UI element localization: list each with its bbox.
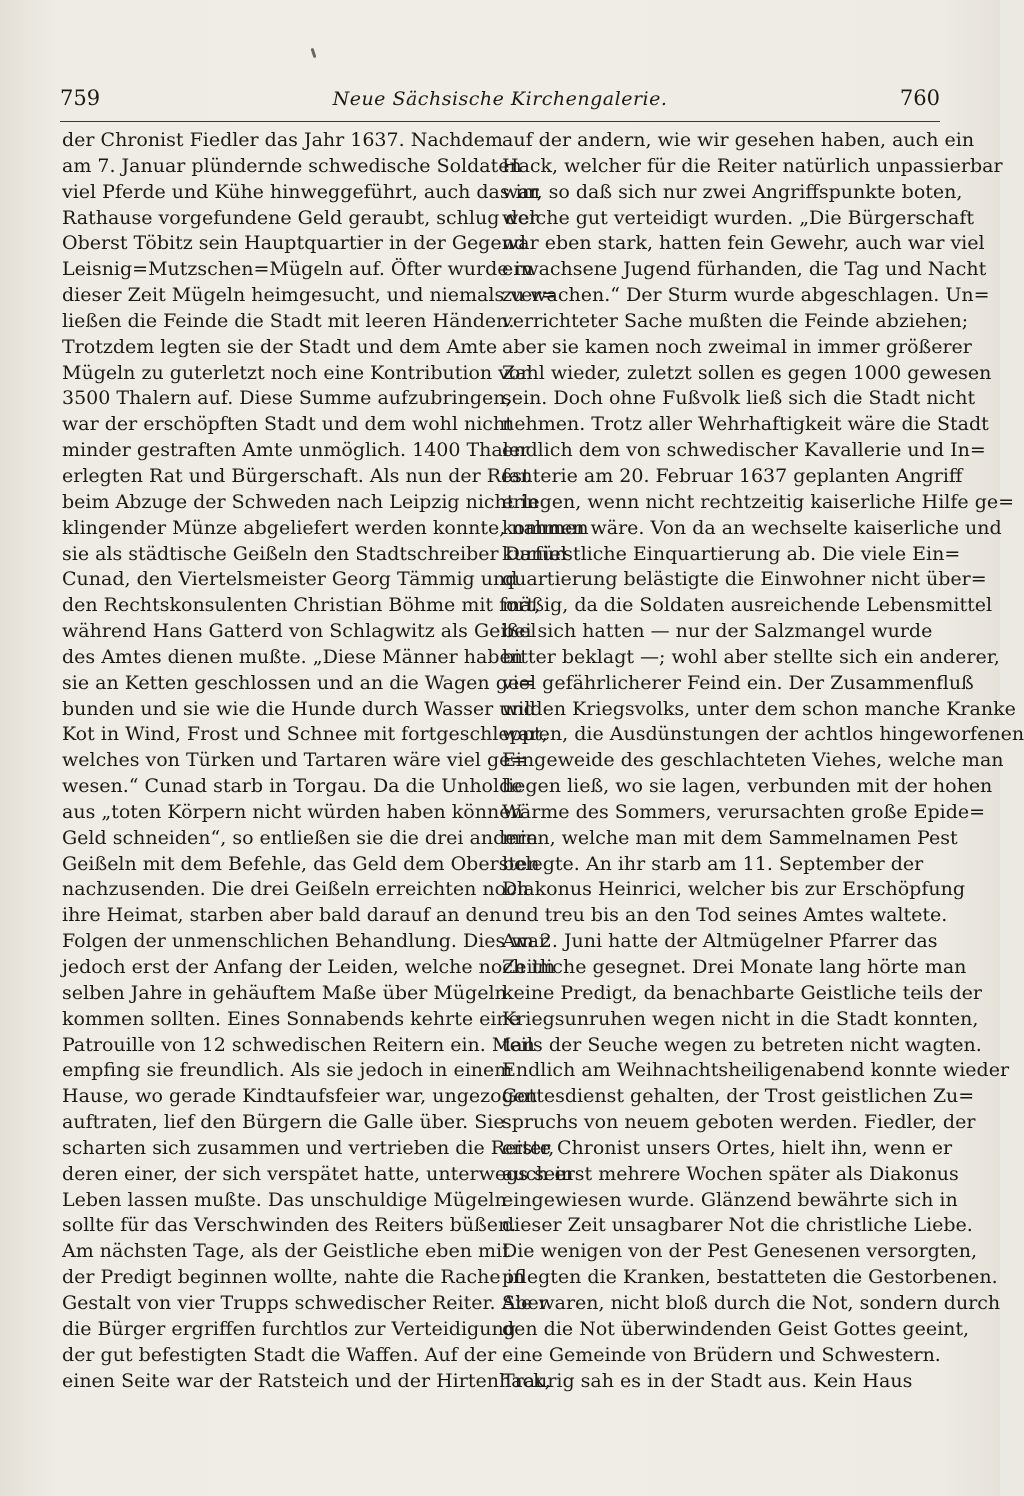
text-line: Wärme des Sommers, verursachten große Epide= (502, 800, 986, 823)
running-title: Neue Sächsische Kirchengalerie. (332, 88, 668, 110)
text-line: der Chronist Fiedler das Jahr 1637. Nachdem (62, 129, 503, 151)
text-line: welches von Türken und Tartaren wäre viel ge= (62, 749, 527, 772)
text-line: und treu bis an den Tod seines Amtes waltete. (502, 904, 948, 927)
text-line: Sie waren, nicht bloß durch die Not, sondern durch (502, 1291, 1001, 1314)
text-line: verrichteter Sache mußten die Feinde abziehen; (502, 309, 969, 332)
right-text-column (502, 128, 1024, 1394)
text-line: am 7. Januar plündernde schwedische Soldaten (62, 154, 522, 177)
page-number-left: 759 (60, 86, 101, 110)
page-header (60, 86, 940, 122)
text-line: Zeitliche gesegnet. Drei Monate lang hörte man (502, 956, 967, 978)
text-line: Kriegsunruhen wegen nicht in die Stadt konnten, (502, 1007, 979, 1030)
text-line: bei sich hatten — nur der Salzmangel wurde (502, 620, 933, 643)
text-line: aber sie kamen noch zweimal in immer größerer (502, 335, 972, 358)
text-line: minder gestraften Amte unmöglich. 1400 Thaler (62, 439, 530, 462)
text-line: dieser Zeit Mügeln heimgesucht, und niemals ver= (62, 284, 558, 307)
text-line: klingender Münze abgeliefert werden konnte, nahmen (62, 516, 589, 539)
text-line: viel gefährlicherer Feind ein. Der Zusammenfluß (502, 671, 974, 694)
text-line: wilden Kriegsvolks, unter dem schon manche Kranke (502, 697, 1016, 720)
text-line: beim Abzuge der Schweden nach Leipzig nicht in (62, 490, 539, 513)
text-line: war, so daß sich nur zwei Angriffspunkte boten, (502, 180, 963, 203)
text-line: Leisnig=Mutzschen=Mügeln auf. Öfter wurde in (62, 258, 533, 281)
text-line: Leben lassen mußte. Das unschuldige Mügeln (62, 1188, 507, 1211)
text-line: quartierung belästigte die Einwohner nicht über= (502, 568, 987, 591)
text-line: sie als städtische Geißeln den Stadtschreiber Daniel (62, 542, 567, 565)
text-line: Gestalt von vier Trupps schwedischer Reiter. Aber (62, 1291, 548, 1314)
text-line: Die wenigen von der Pest Genesenen versorgten, (502, 1240, 977, 1263)
text-line: Trotzdem legten sie der Stadt und dem Amte (62, 335, 498, 358)
text-line: Hause, wo gerade Kindtaufsfeier war, ungezogen (62, 1085, 538, 1108)
text-line: kommen sollten. Eines Sonnabends kehrte eine (62, 1007, 520, 1030)
text-line: mien, welche man mit dem Sammelnamen Pest (502, 826, 958, 849)
text-line: bitter beklagt —; wohl aber stellte sich ein anderer, (502, 645, 1000, 668)
text-line: jedoch erst der Anfang der Leiden, welche noch im (62, 956, 556, 978)
text-line: mäßig, da die Soldaten ausreichende Lebensmittel (502, 594, 993, 617)
text-line: kurfürstliche Einquartierung ab. Die viele Ein= (502, 542, 961, 565)
text-line: auftraten, lief den Bürgern die Galle über. Sie (62, 1111, 505, 1134)
text-line: der Predigt beginnen wollte, nahte die Rache in (62, 1266, 525, 1289)
text-line: welche gut verteidigt wurden. „Die Bürgerschaft (502, 206, 975, 229)
text-line: nehmen. Trotz aller Wehrhaftigkeit wäre die Stadt (502, 413, 989, 436)
text-line: Hack, welcher für die Reiter natürlich unpassierbar (502, 154, 1003, 177)
text-line: Eingeweide des geschlachteten Viehes, welche man (502, 749, 1004, 772)
text-line: fanterie am 20. Februar 1637 geplanten Angriff (502, 464, 963, 487)
text-line: Rathause vorgefundene Geld geraubt, schlug der (62, 206, 538, 229)
text-line: war der erschöpften Stadt und dem wohl nicht (62, 413, 513, 436)
text-line: auch erst mehrere Wochen später als Diakonus (502, 1162, 959, 1185)
text-line: die Bürger ergriffen furchtlos zur Verteidigung (62, 1317, 516, 1340)
text-line: des Amtes dienen mußte. „Diese Männer haben (62, 645, 524, 668)
text-line: Geißeln mit dem Befehle, das Geld dem Obersten (62, 852, 540, 875)
text-line: sein. Doch ohne Fußvolk ließ sich die Stadt nicht (502, 387, 976, 410)
text-line: Zahl wieder, zuletzt sollen es gegen 1000 gewesen (502, 361, 992, 384)
text-line: nachzusenden. Die drei Geißeln erreichten noch (62, 878, 529, 901)
text-line: Gottesdienst gehalten, der Trost geistlichen Zu= (502, 1085, 975, 1108)
text-line: spruchs von neuem geboten werden. Fiedler, der (502, 1111, 976, 1134)
text-line: deren einer, der sich verspätet hatte, unterwegs sein (62, 1162, 574, 1185)
text-line: erste Chronist unsers Ortes, hielt ihn, wenn er (502, 1136, 953, 1159)
text-line: pflegten die Kranken, bestatteten die Gestorbenen. (502, 1266, 998, 1289)
text-line: Geld schneiden“, so entließen sie die drei andern (62, 826, 538, 849)
text-line: erlegen, wenn nicht rechtzeitig kaiserliche Hilfe ge= (502, 490, 1015, 513)
text-line: selben Jahre in gehäuftem Maße über Mügeln (62, 981, 507, 1004)
text-line: erlegten Rat und Bürgerschaft. Als nun der Rest (62, 464, 530, 487)
text-line: sie an Ketten geschlossen und an die Wagen ge= (62, 671, 536, 694)
paper-blemish (311, 48, 317, 58)
text-line: Kot in Wind, Frost und Schnee mit fortgeschleppt, (62, 723, 548, 746)
text-line: erwachsene Jugend fürhanden, die Tag und Nacht (502, 258, 987, 281)
page-number-right: 760 (899, 86, 940, 110)
text-line: teils der Seuche wegen zu betreten nicht wagten. (502, 1033, 982, 1056)
text-line: der gut befestigten Stadt die Waffen. Auf der (62, 1343, 497, 1366)
header-rule (60, 121, 940, 122)
text-line: Endlich am Weihnachtsheiligenabend konnte wieder (502, 1059, 1010, 1082)
text-line: keine Predigt, da benachbarte Geistliche teils der (502, 981, 982, 1004)
text-line: liegen ließ, wo sie lagen, verbunden mit der hohen (502, 775, 993, 798)
text-line: Am nächsten Tage, als der Geistliche eben mit (62, 1240, 510, 1263)
text-line: Diakonus Heinrici, welcher bis zur Erschöpfung (502, 878, 966, 901)
text-line: Cunad, den Viertelsmeister Georg Tämmig und (62, 568, 518, 591)
text-line: zu wachen.“ Der Sturm wurde abgeschlagen. Un= (502, 284, 990, 307)
text-line: eingewiesen wurde. Glänzend bewährte sich in (502, 1188, 958, 1211)
text-line: einen Seite war der Ratsteich und der Hirtenhack, (62, 1369, 551, 1392)
text-line: den die Not überwindenden Geist Gottes geeint, (502, 1317, 970, 1340)
text-line: sollte für das Verschwinden des Reiters büßen. (62, 1214, 517, 1237)
text-line: viel Pferde und Kühe hinweggeführt, auch das im (62, 180, 540, 203)
text-line: Am 2. Juni hatte der Altmügelner Pfarrer das (502, 930, 938, 953)
text-line: Patrouille von 12 schwedischen Reitern ein. Man (62, 1033, 535, 1056)
text-line: endlich dem von schwedischer Kavallerie und In= (502, 439, 986, 462)
text-line: Oberst Töbitz sein Hauptquartier in der Gegend (62, 232, 527, 255)
text-line: scharten sich zusammen und vertrieben die Reiter, (62, 1136, 555, 1159)
text-line: eine Gemeinde von Brüdern und Schwestern. (502, 1343, 941, 1366)
text-line: ließen die Feinde die Stadt mit leeren Händen. (62, 309, 515, 332)
text-line: war eben stark, hatten fein Gewehr, auch war viel (502, 232, 985, 255)
text-line: bunden und sie wie die Hunde durch Wasser und (62, 697, 536, 720)
text-line: Folgen der unmenschlichen Behandlung. Dies war (62, 930, 549, 953)
text-line: waren, die Ausdünstungen der achtlos hingeworfenen (502, 723, 1024, 746)
text-line: belegte. An ihr starb am 11. September der (502, 852, 924, 875)
text-line: Traurig sah es in der Stadt aus. Kein Haus (502, 1369, 913, 1392)
text-line: den Rechtskonsulenten Christian Böhme mit fort, (62, 594, 541, 617)
text-line: ihre Heimat, starben aber bald darauf an den (62, 904, 502, 927)
text-line: auf der andern, wie wir gesehen haben, auch ein (502, 129, 975, 151)
text-line: dieser Zeit unsagbarer Not die christliche Liebe. (502, 1214, 973, 1237)
text-line: aus „toten Körpern nicht würden haben können (62, 800, 523, 823)
text-line: kommen wäre. Von da an wechselte kaiserliche und (502, 516, 1002, 539)
text-line: Mügeln zu guterletzt noch eine Kontribution von (62, 361, 533, 384)
text-line: empfing sie freundlich. Als sie jedoch in einem (62, 1059, 513, 1082)
text-line: während Hans Gatterd von Schlagwitz als Geißel (62, 620, 537, 643)
left-text-column (62, 128, 589, 1394)
text-line: wesen.“ Cunad starb in Torgau. Da die Unholde (62, 775, 523, 798)
text-line: 3500 Thalern auf. Diese Summe aufzubringen, (62, 387, 512, 410)
